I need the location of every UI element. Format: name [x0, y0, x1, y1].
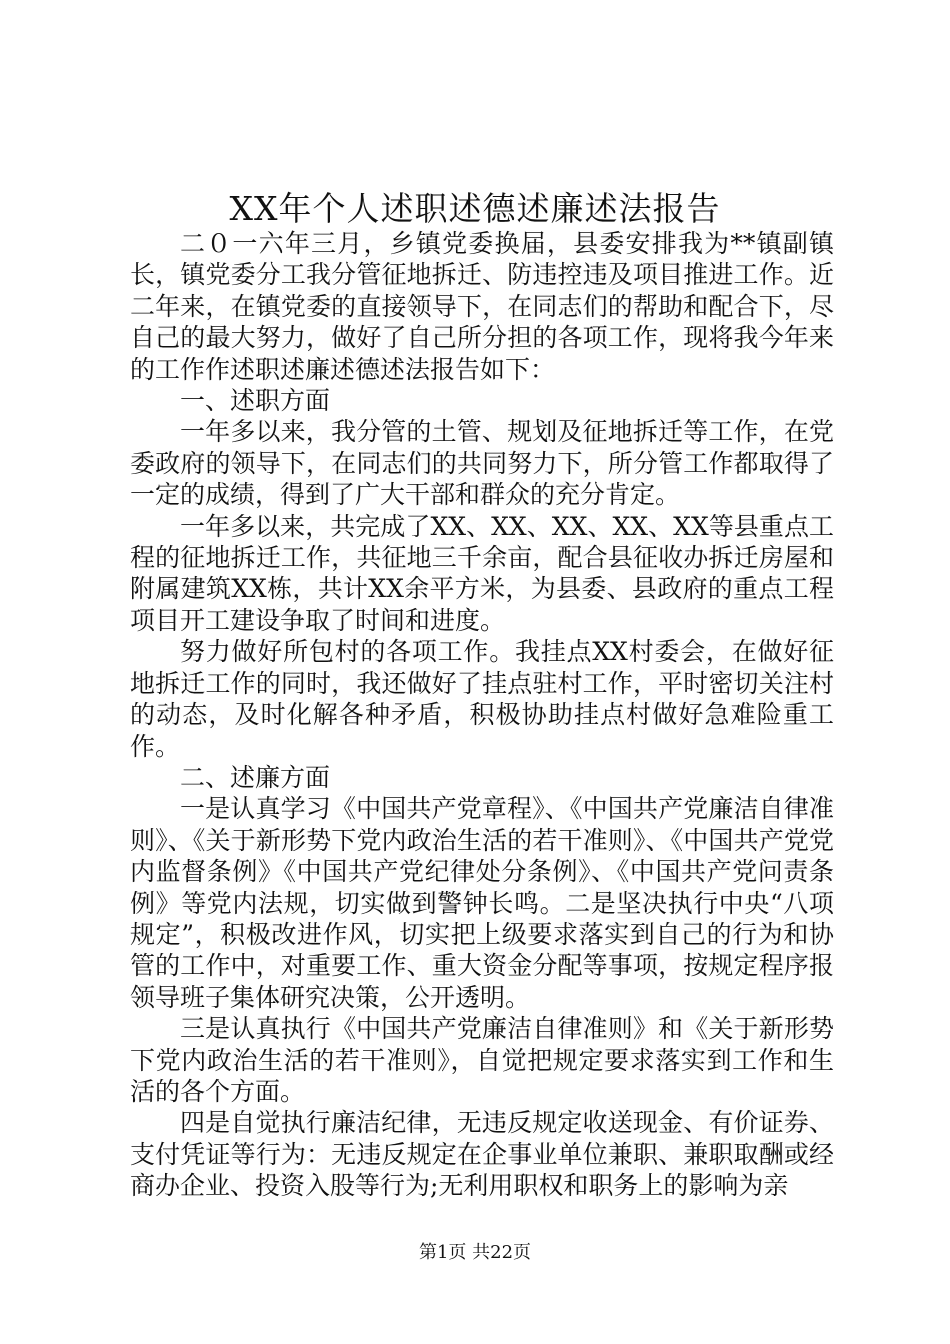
paragraph-integrity-3: 四是自觉执行廉洁纪律，无违反规定收送现金、有价证券、支付凭证等行为：无违反规定在企事业单位兼职、兼职取酬或经商办企业、投资入股等行为;无利用职权和职务上的影响为亲 — [130, 1108, 834, 1201]
paragraph-duty-2: 一年多以来，共完成了XX、XX、XX、XX、XX等县重点工程的征地拆迁工作，共征地三千余亩，配合县征收办拆迁房屋和附属建筑XX栋，共计XX余平方米，为县委、县政府的重点工程项目开工建设争取了时间和进度。 — [130, 511, 834, 635]
paragraph-duty-3: 努力做好所包村的各项工作。我挂点XX村委会，在做好征地拆迁工作的同时，我还做好了挂点驻村工作，平时密切关注村的动态，及时化解各种矛盾，积极协助挂点村做好急难险重工作。 — [130, 637, 834, 761]
section-heading-integrity: 二、述廉方面 — [180, 762, 331, 792]
paragraph-intro: 二０一六年三月，乡镇党委换届，县委安排我为**镇副镇长，镇党委分工我分管征地拆迁、防违控违及项目推进工作。近二年来，在镇党委的直接领导下，在同志们的帮助和配合下，尽自己的最大努力，做好了自己所分担的各项工作，现将我今年来的工作作述职述廉述德述法报告如下： — [130, 229, 834, 384]
paragraph-integrity-1: 一是认真学习《中国共产党章程》、《中国共产党廉洁自律准则》、《关于新形势下党内政治生活的若干准则》、《中国共产党党内监督条例》《中国共产党纪律处分条例》、《中国共产党问责条例》等党内法规，切实做到警钟长鸣。二是坚决执行中央“八项规定”，积极改进作风，切实把上级要求落实到自己的行为和协管的工作中，对重要工作、重大资金分配等事项，按规定程序报领导班子集体研究决策，公开透明。 — [130, 794, 834, 1012]
page-number-footer: 第1页 共22页 — [418, 1242, 532, 1263]
section-heading-duty: 一、述职方面 — [180, 386, 331, 416]
paragraph-integrity-2: 三是认真执行《中国共产党廉洁自律准则》和《关于新形势下党内政治生活的若干准则》，自觉把规定要求落实到工作和生活的各个方面。 — [130, 1014, 834, 1106]
document-body — [130, 228, 834, 1202]
paragraph-duty-1: 一年多以来，我分管的土管、规划及征地拆迁等工作，在党委政府的领导下，在同志们的共同努力下，所分管工作都取得了一定的成绩，得到了广大干部和群众的充分肯定。 — [130, 417, 834, 510]
document-title: XX年个人述职述德述廉述法报告 — [229, 189, 721, 228]
